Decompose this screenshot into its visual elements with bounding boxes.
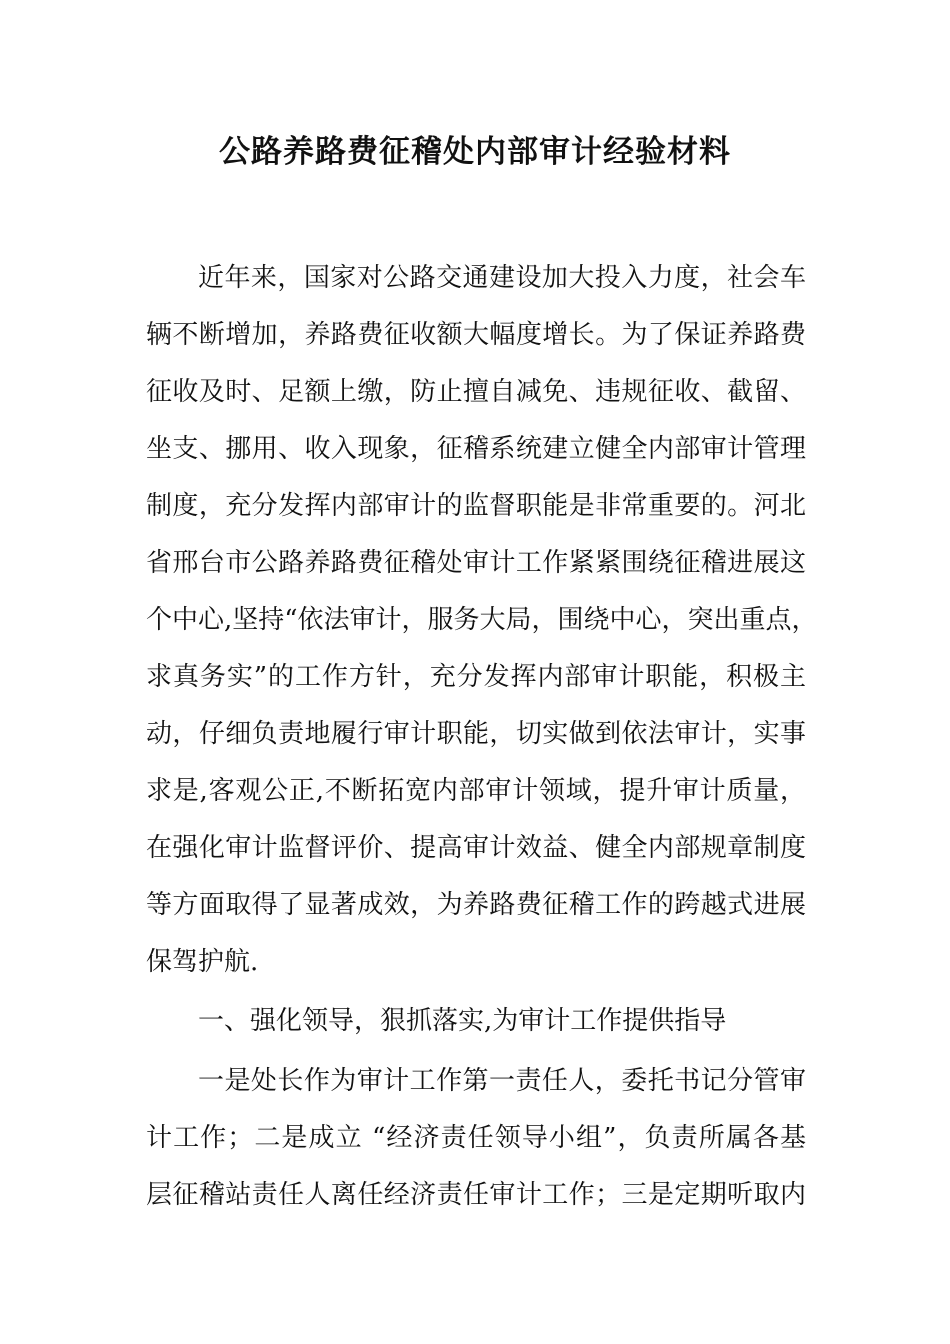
paragraph-line: 一是处长作为审计工作第一责任人，委托书记分管审: [198, 1066, 806, 1096]
paragraph-line: 求是,客观公正,不断拓宽内部审计领域，提升审计质量，: [146, 776, 806, 806]
paragraph-line: 等方面取得了显著成效，为养路费征稽工作的跨越式进展: [146, 890, 806, 920]
paragraph-line: 在强化审计监督评价、提高审计效益、健全内部规章制度: [146, 833, 806, 863]
paragraph-line: 求真务实”的工作方针，充分发挥内部审计职能，积极主: [146, 662, 806, 692]
section-heading: 一、强化领导，狠抓落实,为审计工作提供指导: [198, 1006, 727, 1036]
paragraph-line: 动，仔细负责地履行审计职能，切实做到依法审计，实事: [146, 719, 806, 749]
paragraph-line: 辆不断增加，养路费征收额大幅度增长。为了保证养路费: [146, 320, 806, 350]
paragraph-line: 保驾护航.: [146, 947, 259, 977]
paragraph-line: 个中心,坚持“依法审计，服务大局，围绕中心，突出重点，: [146, 605, 818, 635]
paragraph-line: 省邢台市公路养路费征稽处审计工作紧紧围绕征稽进展这: [146, 548, 806, 578]
paragraph-line: 计工作；二是成立 “经济责任领导小组”，负责所属各基: [146, 1123, 806, 1153]
paragraph-line: 层征稽站责任人离任经济责任审计工作；三是定期听取内: [146, 1180, 806, 1210]
paragraph-line: 坐支、挪用、收入现象，征稽系统建立健全内部审计管理: [146, 434, 806, 464]
paragraph-line: 近年来，国家对公路交通建设加大投入力度，社会车: [198, 263, 806, 293]
paragraph-line: 制度，充分发挥内部审计的监督职能是非常重要的。河北: [146, 491, 806, 521]
paragraph-line: 征收及时、足额上缴，防止擅自减免、违规征收、截留、: [146, 377, 806, 407]
document-title: 公路养路费征稽处内部审计经验材料: [219, 134, 731, 170]
